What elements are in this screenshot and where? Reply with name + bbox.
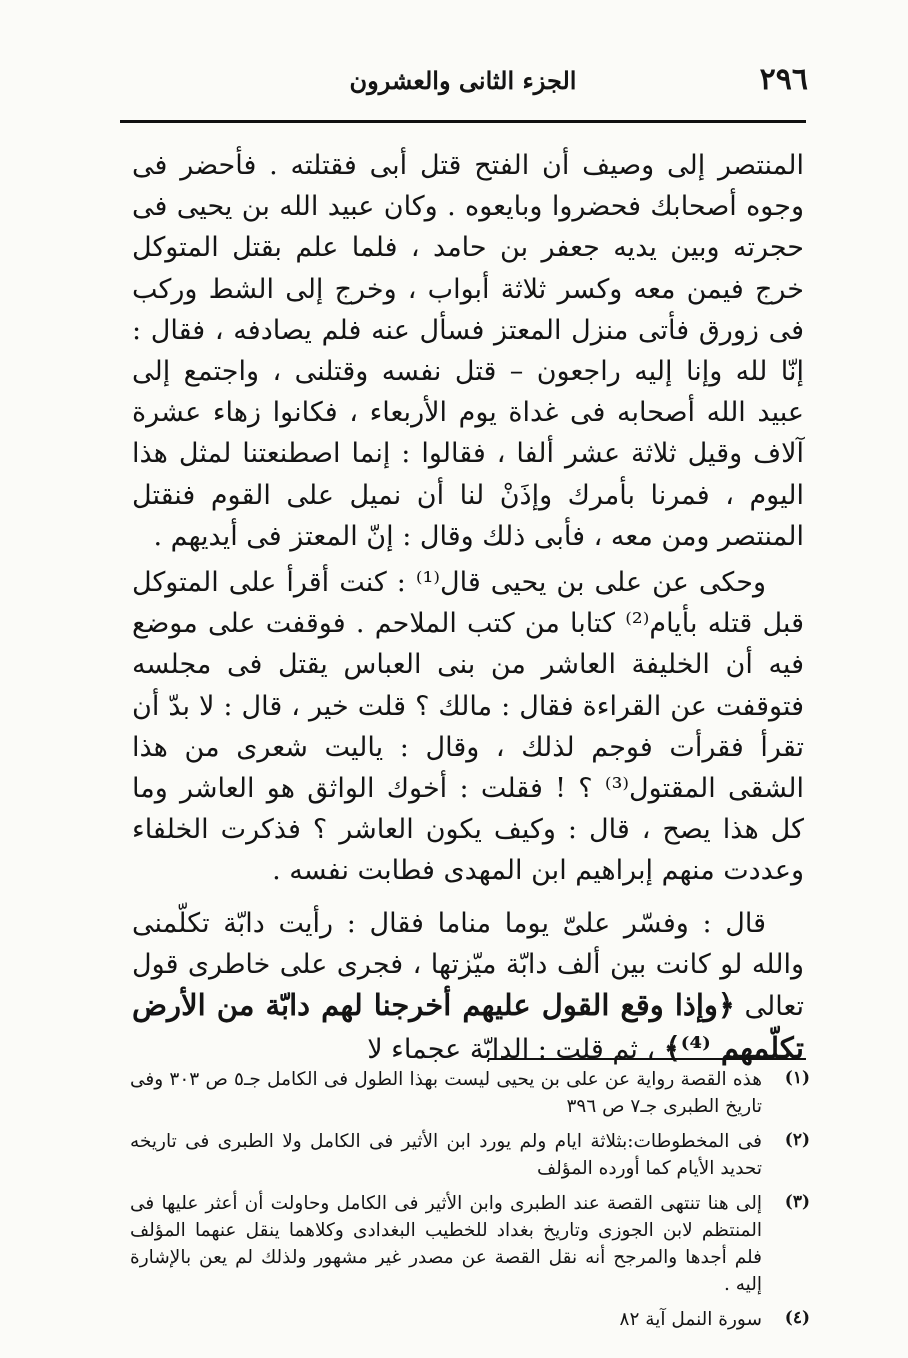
footnote [130, 1190, 810, 1298]
footnote-number: (١) [784, 1068, 810, 1088]
footnote-text: هذه القصة رواية عن على بن يحيى ليست بهذا الطول فى الكامل جـ٥ ص ٣٠٣ وفى تاريخ الطبرى جـ٧ ص ٣٩٦ [130, 1069, 762, 1117]
header-rule [120, 120, 806, 123]
paragraph-1: المنتصر إلى وصيف أن الفتح قتل أبى فقتلته . فأحضر فى وجوه أصحابك فحضروا وبايعوه . وكان عبيد الله بن يحيى فى حجرته وبين يديه جعفر بن حامد ، فلما علم بقتل المتوكل خرج فيمن معه وكسر ثلاثة أبواب ، وخرج إلى الشط وركب فى زورق فأتى منزل المعتز فسأل عنه فلم يصادفه ، فقال : إنّا لله وإنا إليه راجعون – قتل نفسه وقتلنى ، واجتمع إلى عبيد الله أصحابه فى غداة يوم الأربعاء ، فكانوا زهاء عشرة آلاف وقيل ثلاثة عشر ألفا ، فقالوا : إنما اصطنعتنا لمثل هذا اليوم ، فمرنا بأمرك وإذَنْ لنا أن نميل على القوم فنقتل المنتصر ومن معه ، فأبى ذلك وقال : إنّ المعتز فى أيديهم . [132, 150, 804, 552]
footnote-text: إلى هنا تنتهى القصة عند الطبرى وابن الأثير فى الكامل وحاولت أن أعثر عليها فى المنتظم لابن الجوزى وتاريخ بغداد للخطيب البغدادى وكلاهما ينقل عنهما المؤلف فلم أجدها والمرجح أنه نقل القصة عن مصدر غير مشهور ولذلك لم يعن بالإشارة إليه . [130, 1193, 762, 1295]
quran-verse: ﴿وإذا وقع القول عليهم أخرجنا لهم دابّة من الأرض تكلّمهم ⁽⁴⁾﴾ [132, 988, 804, 1065]
running-head: الجزء الثانى والعشرون [349, 66, 577, 95]
paragraph-3-text: قال : وفسّر علىّ يوما مناما فقال : رأيت دابّة تكلّمنى والله لو كانت بين ألف دابّة ميّزتها ، فجرى على خاطرى قول تعالى [132, 908, 804, 1023]
footnote-text: سورة النمل آية ٨٢ [619, 1309, 762, 1330]
footnote-number: (٤) [784, 1308, 810, 1328]
page-number: ٢٩٦ [759, 62, 808, 97]
footnote-number: (٢) [784, 1130, 810, 1150]
footnote-text: فى المخطوطات:بثلاثة ايام ولم يورد ابن الأثير فى الكامل ولا الطبرى فى تاريخه تحديد الأيام كما أورده المؤلف [130, 1131, 762, 1179]
footnotes [130, 1066, 810, 1341]
page-header [118, 58, 808, 106]
footnote-number: (٣) [784, 1192, 810, 1212]
footnote-rule [488, 1058, 806, 1060]
footnote [130, 1066, 810, 1120]
footnote [130, 1306, 810, 1333]
paragraph-3 [132, 903, 804, 1070]
paragraph-3-continuation: ، ثم قلت : الدابّة عجماء لا [367, 1033, 656, 1065]
paragraph-2: وحكى عن على بن يحيى قال⁽¹⁾ : كنت أقرأ على المتوكل قبل قتله بأيام⁽²⁾ كتابا من كتب الملاحم . فوقفت على موضع فيه أن الخليفة العاشر من بنى العباس يقتل فى مجلسه فتوقفت عن القراءة فقال : مالك ؟ قلت خير ، قال : لا بدّ أن تقرأ فقرأت فوجم لذلك ، وقال : ياليت شعرى من هذا الشقى المقتول⁽³⁾ ؟ ! فقلت : أخوك الواثق هو العاشر وما كل هذا يصح ، قال : وكيف يكون العاشر ؟ فذكرت الخلفاء وعددت منهم إبراهيم ابن المهدى فطابت نفسه . [132, 567, 804, 887]
footnote [130, 1128, 810, 1182]
